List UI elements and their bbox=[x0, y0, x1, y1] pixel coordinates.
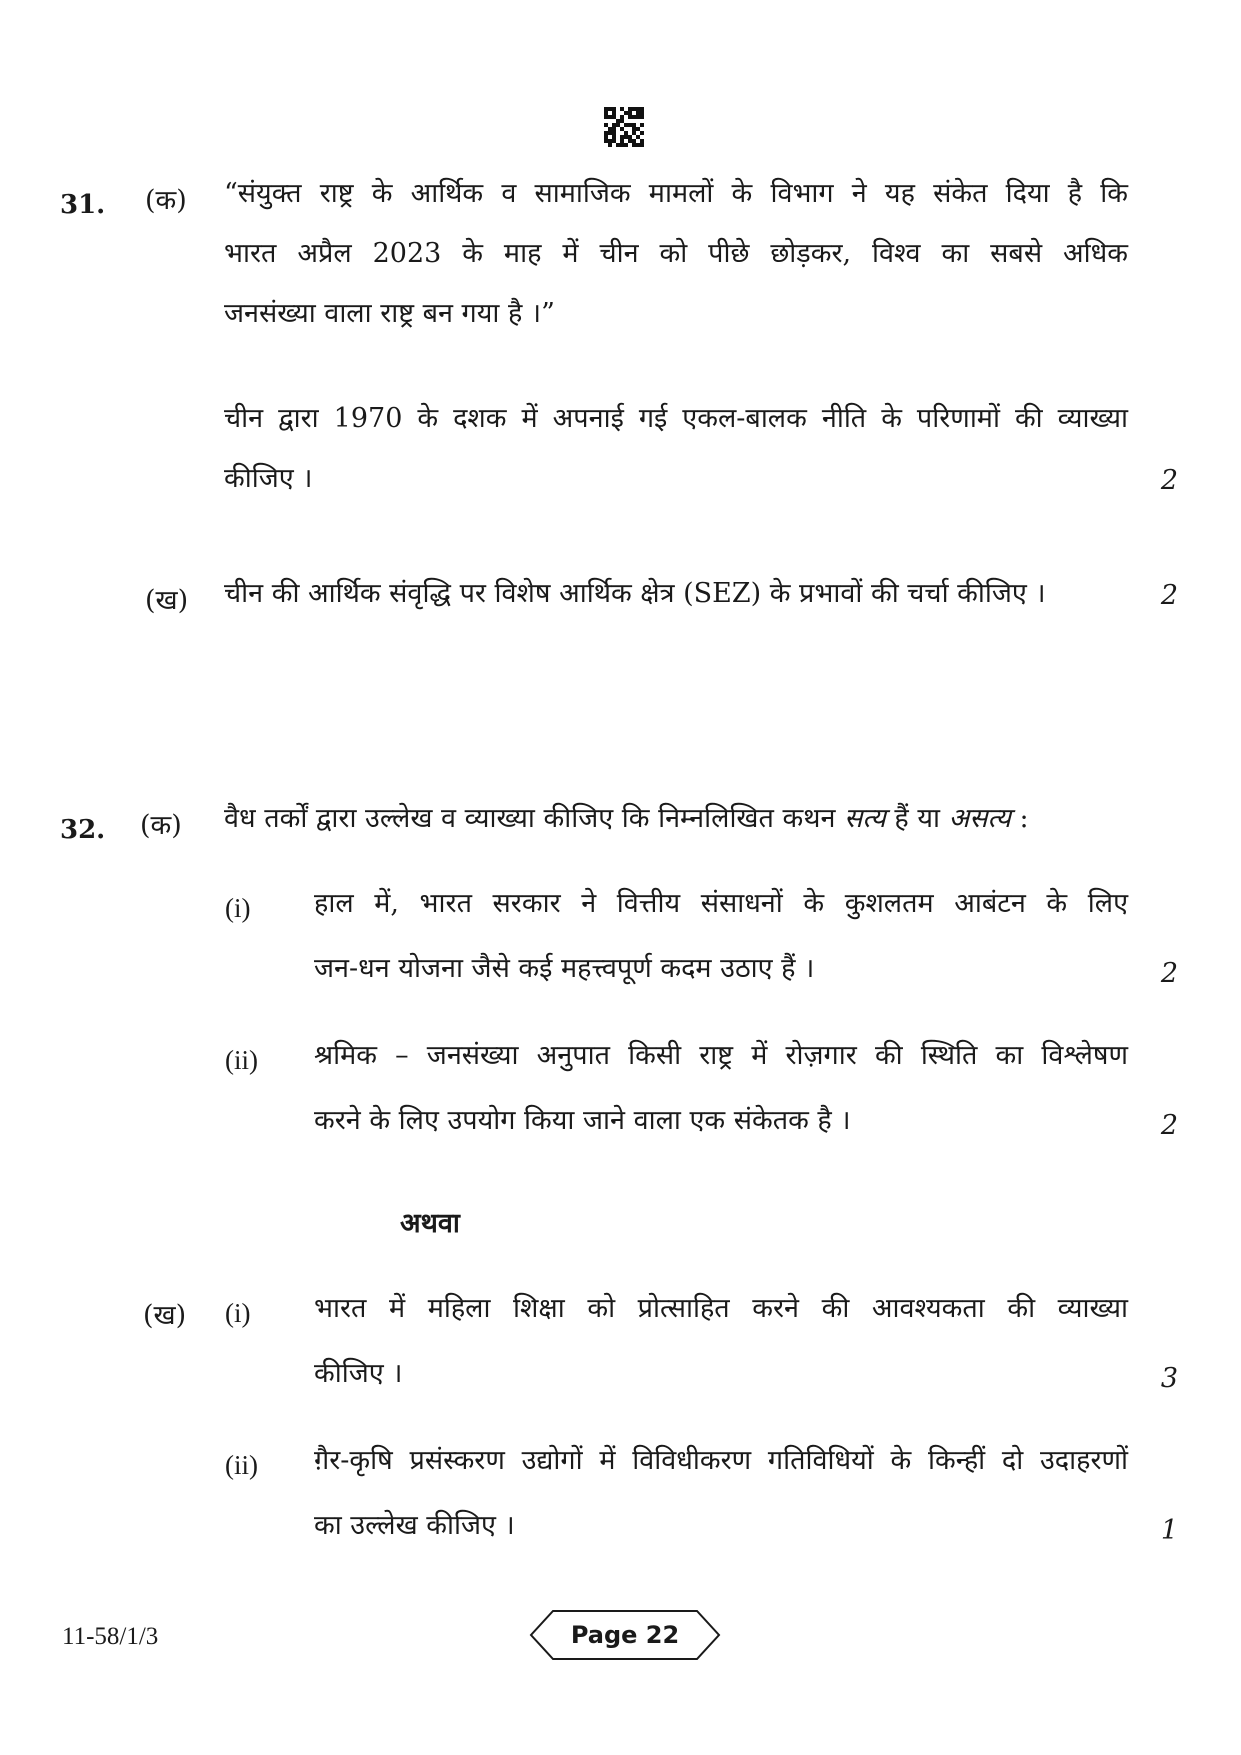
q32-b-ii-label: (ii) bbox=[225, 1450, 258, 1480]
question-number-32: 32. bbox=[60, 815, 106, 845]
q31-a-question-line-2: कीजिए । bbox=[224, 463, 313, 494]
question-number-31: 31. bbox=[60, 190, 106, 220]
q32-a-intro-mid: हैं या bbox=[894, 803, 940, 834]
q32-a-ii-marks: 2 bbox=[1160, 1110, 1178, 1141]
q32-a-intro-true: सत्य bbox=[844, 803, 886, 834]
q31-part-b-label: (ख) bbox=[145, 585, 189, 616]
q32-a-i-marks: 2 bbox=[1160, 958, 1178, 989]
q32-a-ii-line-2: करने के लिए उपयोग किया जाने वाला एक संकेतक है । bbox=[314, 1105, 851, 1136]
page-number: Page 22 bbox=[570, 1621, 680, 1649]
q32-b-i-marks: 3 bbox=[1160, 1363, 1178, 1394]
q31-a-marks: 2 bbox=[1160, 465, 1178, 496]
qr-code-icon bbox=[604, 107, 644, 147]
paper-code: 11-58/1/3 bbox=[62, 1623, 159, 1650]
q32-a-i-line-1: हाल में, भारत सरकार ने वित्तीय संसाधनों के कुशलतम आबंटन के लिए bbox=[314, 888, 1128, 919]
q32-a-intro-pre: वैध तर्कों द्वारा उल्लेख व व्याख्या कीजिए कि निम्नलिखित कथन bbox=[224, 803, 836, 834]
q32-b-i-line-1: भारत में महिला शिक्षा को प्रोत्साहित करने की आवश्यकता की व्याख्या bbox=[314, 1293, 1128, 1324]
q31-b-text: चीन की आर्थिक संवृद्धि पर विशेष आर्थिक क्षेत्र (SEZ) के प्रभावों की चर्चा कीजिए । bbox=[224, 578, 1046, 609]
q32-a-i-line-2: जन-धन योजना जैसे कई महत्त्वपूर्ण कदम उठाए हैं । bbox=[314, 953, 815, 984]
page-number-badge bbox=[529, 1609, 721, 1661]
q32-b-ii-line-2: का उल्लेख कीजिए । bbox=[314, 1510, 515, 1541]
q31-a-line-2: भारत अप्रैल 2023 के माह में चीन को पीछे छोड़कर, विश्व का सबसे अधिक bbox=[224, 238, 1128, 269]
q32-a-intro-false: असत्य bbox=[948, 803, 1011, 834]
q32-a-ii-label: (ii) bbox=[225, 1045, 258, 1075]
q31-part-a-label: (क) bbox=[145, 185, 187, 216]
q32-b-ii-marks: 1 bbox=[1160, 1515, 1178, 1546]
q31-b-marks: 2 bbox=[1160, 580, 1178, 611]
q31-a-line-3: जनसंख्या वाला राष्ट्र बन गया है ।” bbox=[224, 298, 555, 329]
q31-a-question-line-1: चीन द्वारा 1970 के दशक में अपनाई गई एकल-बालक नीति के परिणामों की व्याख्या bbox=[224, 403, 1128, 434]
q32-a-intro-end: : bbox=[1019, 803, 1029, 834]
q32-part-b-label: (ख) bbox=[143, 1300, 187, 1331]
q32-a-intro bbox=[224, 805, 1029, 832]
q32-b-ii-line-1: ग़ैर-कृषि प्रसंस्करण उद्योगों में विविधीकरण गतिविधियों के किन्हीं दो उदाहरणों bbox=[314, 1445, 1128, 1476]
q32-a-i-label: (i) bbox=[225, 893, 251, 923]
q32-a-ii-line-1: श्रमिक – जनसंख्या अनुपात किसी राष्ट्र में रोज़गार की स्थिति का विश्लेषण bbox=[314, 1040, 1128, 1071]
q32-part-a-label: (क) bbox=[140, 810, 182, 841]
q31-a-line-1: “संयुक्त राष्ट्र के आर्थिक व सामाजिक मामलों के विभाग ने यह संकेत दिया है कि bbox=[224, 178, 1128, 209]
or-label: अथवा bbox=[400, 1208, 460, 1239]
q32-b-i-label: (i) bbox=[225, 1298, 251, 1328]
q32-b-i-line-2: कीजिए । bbox=[314, 1358, 403, 1389]
